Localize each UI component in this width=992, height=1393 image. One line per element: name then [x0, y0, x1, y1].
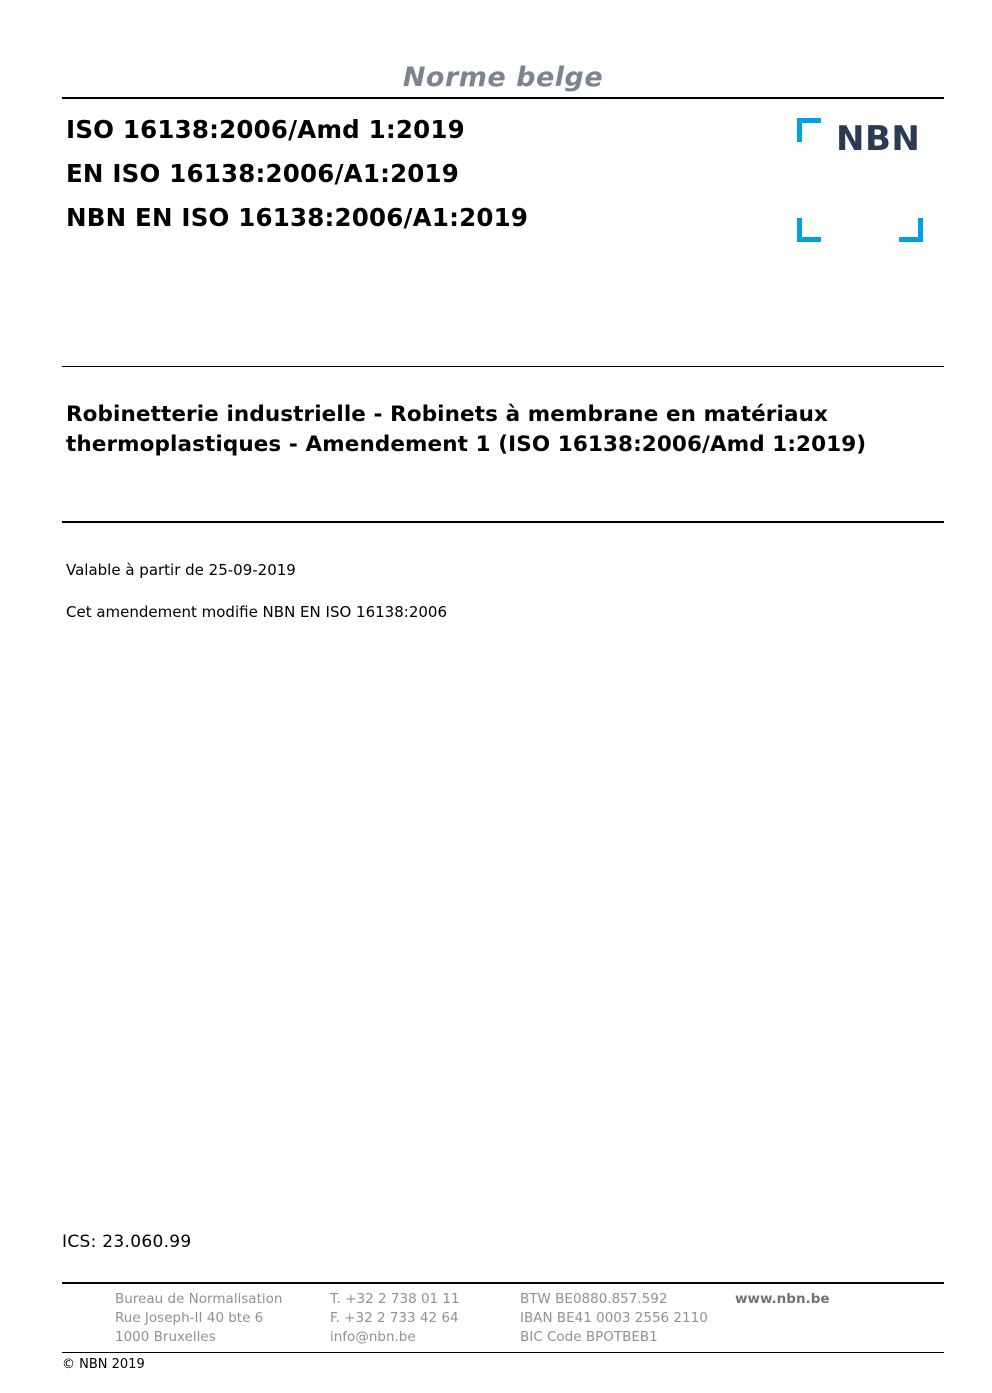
ics-code: ICS: 23.060.99 — [62, 1232, 192, 1252]
standard-reference-en: EN ISO 16138:2006/A1:2019 — [66, 159, 460, 188]
standard-reference-iso: ISO 16138:2006/Amd 1:2019 — [66, 115, 465, 144]
footer-bic: BIC Code BPOTBEB1 — [520, 1329, 658, 1345]
divider-top — [62, 97, 944, 99]
footer-address-line3: 1000 Bruxelles — [115, 1329, 216, 1345]
divider-above-title — [62, 366, 944, 367]
divider-footer — [62, 1282, 944, 1284]
footer-address-line1: Bureau de Normalisation — [115, 1291, 283, 1307]
copyright-notice: © NBN 2019 — [62, 1357, 145, 1372]
footer-website — [735, 1290, 915, 1347]
logo-corner-bottom-right-icon — [899, 218, 923, 242]
logo-corner-top-left-icon — [797, 118, 821, 142]
validity-note: Valable à partir de 25-09-2019 — [66, 561, 296, 579]
footer-website-link[interactable]: www.nbn.be — [735, 1291, 830, 1307]
footer-address — [115, 1290, 330, 1347]
divider-below-title — [62, 521, 944, 523]
standard-reference-nbn: NBN EN ISO 16138:2006/A1:2019 — [66, 203, 529, 232]
footer-vat: BTW BE0880.857.592 — [520, 1291, 668, 1307]
amendment-note: Cet amendement modifie NBN EN ISO 16138:2006 — [66, 603, 447, 621]
footer-iban: IBAN BE41 0003 2556 2110 — [520, 1310, 708, 1326]
page-banner-title: Norme belge — [402, 62, 604, 93]
logo-corner-bottom-left-icon — [797, 218, 821, 242]
page-title: Robinetterie industrielle - Robinets à membrane en matériaux thermoplastiques - Amendement 1 (ISO 16138:2006/Amd 1:2019) — [66, 402, 867, 457]
nbn-logo — [795, 110, 930, 250]
divider-copyright — [62, 1352, 944, 1353]
footer — [115, 1290, 935, 1347]
footer-address-line2: Rue Joseph-II 40 bte 6 — [115, 1310, 264, 1326]
standard-reference-list — [66, 108, 706, 240]
footer-fax: F. +32 2 733 42 64 — [330, 1310, 459, 1326]
footer-contact — [330, 1290, 520, 1347]
footer-bank — [520, 1290, 735, 1347]
footer-phone: T. +32 2 738 01 11 — [330, 1291, 460, 1307]
footer-email[interactable]: info@nbn.be — [330, 1329, 416, 1345]
logo-wordmark: NBN — [836, 119, 921, 159]
